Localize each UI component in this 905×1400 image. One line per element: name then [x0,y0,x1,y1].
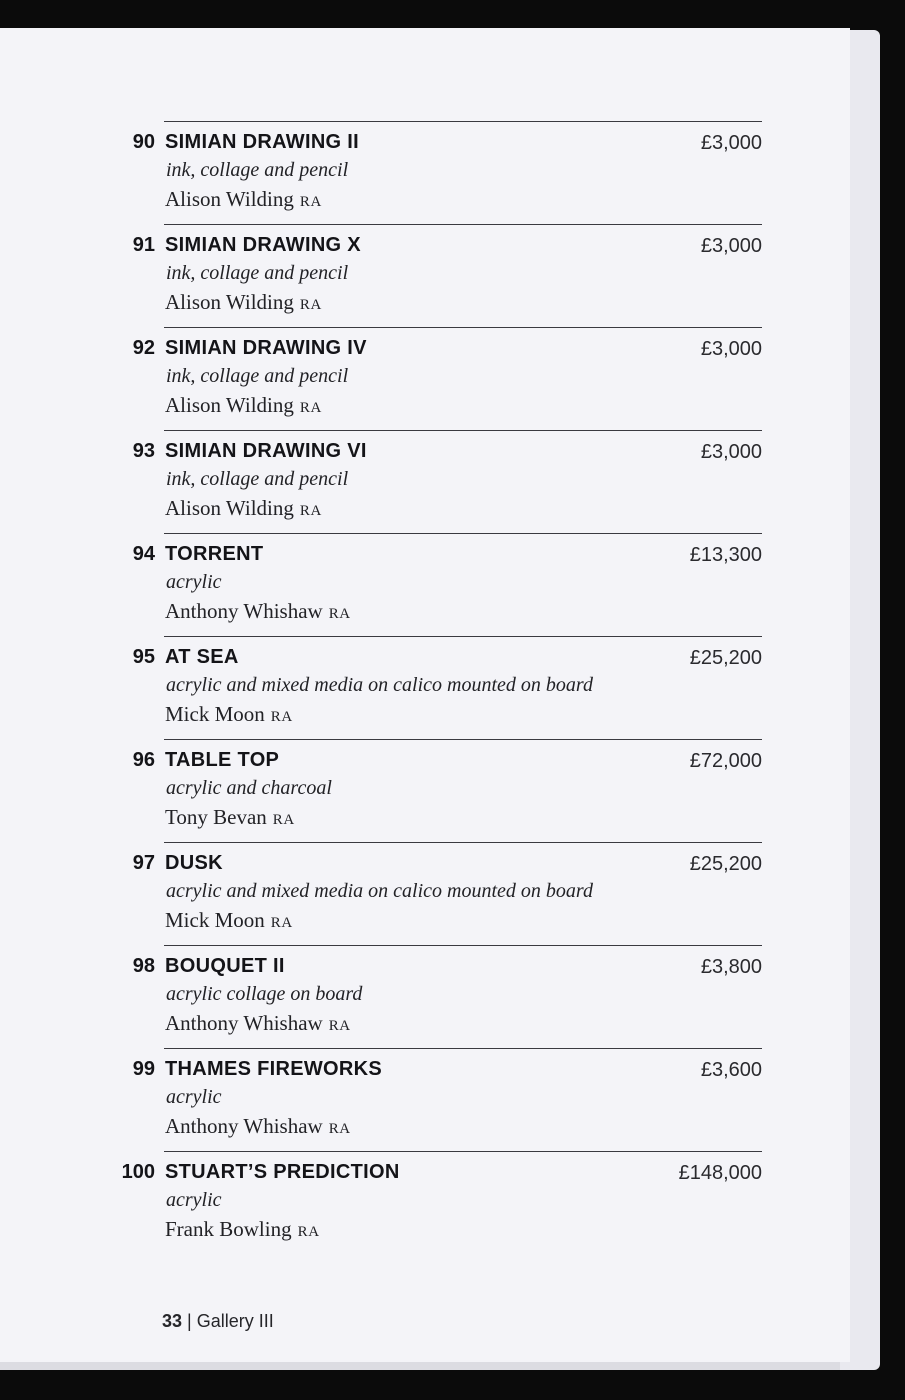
entry-number: 100 [121,1161,155,1183]
entry-artist: Mick Moon [165,702,265,726]
footer-separator: | [187,1311,192,1331]
entry-number: 98 [132,955,155,977]
entry-medium: acrylic collage on board [166,983,363,1005]
entry-medium: ink, collage and pencil [166,468,349,490]
entry-artist: Anthony Whishaw [165,1114,323,1138]
entry-number: 96 [132,749,155,771]
entry-title: SIMIAN DRAWING IV [165,337,367,359]
divider [164,224,762,225]
entry-medium: acrylic and mixed media on calico mounted on board [166,674,593,696]
divider [164,1048,762,1049]
entry-number: 93 [132,440,155,462]
entry-artist-line [165,805,295,830]
catalogue-entry [0,739,850,842]
entry-price: £13,300 [689,544,762,566]
entry-number: 94 [132,543,155,565]
divider [164,842,762,843]
entry-title: SIMIAN DRAWING VI [165,440,367,462]
entry-number: 90 [132,131,155,153]
entry-medium: acrylic [166,1189,222,1211]
page-stack-edge [0,1362,840,1370]
entry-artist-suffix: RA [299,503,322,519]
entry-medium: ink, collage and pencil [166,159,349,181]
entry-number: 92 [132,337,155,359]
entry-number: 95 [132,646,155,668]
entry-artist: Anthony Whishaw [165,599,323,623]
entry-artist: Alison Wilding [165,290,294,314]
entry-title: THAMES FIREWORKS [165,1058,383,1080]
entry-price: £3,800 [700,956,762,978]
entry-number: 97 [132,852,155,874]
entry-artist: Alison Wilding [165,187,294,211]
entry-title: TABLE TOP [165,749,280,771]
catalogue-entry [0,1048,850,1151]
catalogue-page [0,28,850,1362]
catalogue-entry [0,327,850,430]
divider [164,327,762,328]
page-number: 33 [162,1311,183,1331]
divider [164,945,762,946]
entry-artist-suffix: RA [270,709,293,725]
entry-price: £25,200 [689,647,762,669]
entry-title: SIMIAN DRAWING II [165,131,359,153]
entry-artist-suffix: RA [299,400,322,416]
catalogue-entry [0,636,850,739]
entry-artist: Alison Wilding [165,393,294,417]
entry-artist-line [165,1011,351,1036]
entry-artist-line [165,496,322,521]
entry-medium: acrylic and charcoal [166,777,332,799]
divider [164,739,762,740]
entry-title: SIMIAN DRAWING X [165,234,361,256]
entry-artist-line [165,290,322,315]
entry-price: £3,000 [700,338,762,360]
entry-price: £148,000 [678,1162,762,1184]
divider [164,1151,762,1152]
entry-medium: ink, collage and pencil [166,262,349,284]
entry-artist-suffix: RA [272,812,295,828]
entry-artist: Alison Wilding [165,496,294,520]
section-name: Gallery III [196,1311,274,1331]
entry-number: 91 [132,234,155,256]
catalogue-entry [0,224,850,327]
catalogue-entry [0,842,850,945]
entry-artist-line [165,702,293,727]
entry-artist-suffix: RA [299,194,322,210]
divider [164,121,762,122]
divider [164,636,762,637]
catalogue-entry [0,121,850,224]
entry-title: AT SEA [165,646,239,668]
entry-price: £3,000 [700,235,762,257]
entry-artist-line [165,1217,320,1242]
entry-medium: acrylic [166,571,222,593]
entry-title: DUSK [165,852,223,874]
entry-medium: acrylic and mixed media on calico mounted on board [166,880,593,902]
entry-title: BOUQUET II [165,955,285,977]
entry-artist-suffix: RA [328,1018,351,1034]
entry-artist-line [165,393,322,418]
divider [164,533,762,534]
catalogue-entry [0,945,850,1048]
entry-medium: ink, collage and pencil [166,365,349,387]
entry-price: £72,000 [689,750,762,772]
entry-artist-line [165,599,351,624]
entry-medium: acrylic [166,1086,222,1108]
entry-price: £25,200 [689,853,762,875]
divider [164,430,762,431]
entry-title: STUART’S PREDICTION [165,1161,400,1183]
entry-artist-line [165,187,322,212]
catalogue-entry [0,1151,850,1254]
entry-number: 99 [132,1058,155,1080]
entry-artist: Tony Bevan [165,805,267,829]
entry-artist-line [165,908,293,933]
entry-artist-suffix: RA [328,606,351,622]
catalogue-entry [0,533,850,636]
entry-artist: Frank Bowling [165,1217,292,1241]
catalogue-entry [0,430,850,533]
entry-artist-suffix: RA [270,915,293,931]
entry-price: £3,000 [700,441,762,463]
entry-artist-suffix: RA [297,1224,320,1240]
entry-artist: Anthony Whishaw [165,1011,323,1035]
page-footer [162,1311,274,1332]
entry-artist-suffix: RA [299,297,322,313]
entry-artist-line [165,1114,351,1139]
entry-title: TORRENT [165,543,264,565]
entry-price: £3,600 [700,1059,762,1081]
entry-price: £3,000 [700,132,762,154]
entry-artist: Mick Moon [165,908,265,932]
entry-artist-suffix: RA [328,1121,351,1137]
